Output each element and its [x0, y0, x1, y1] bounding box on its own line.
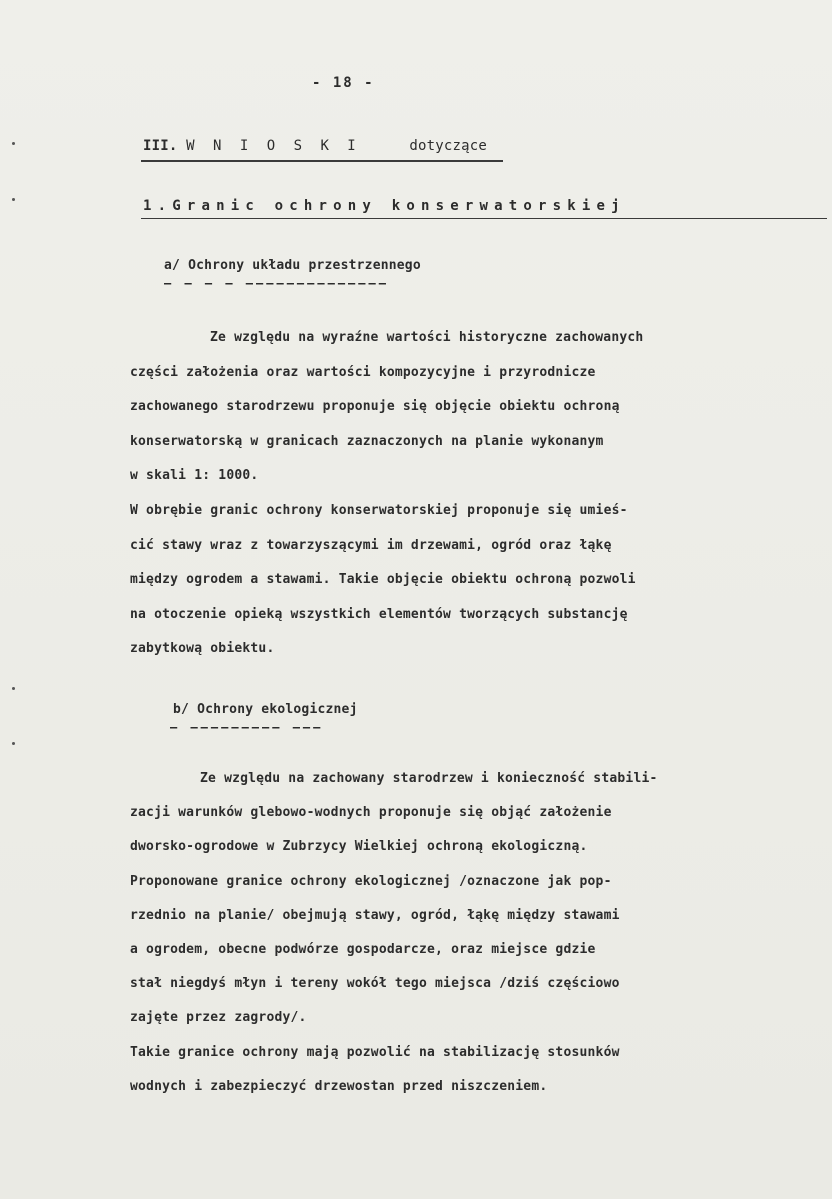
subsection-a-title: a/ Ochrony układu przestrzennego — [164, 258, 421, 273]
text-line: między ogrodem a stawami. Takie objęcie obiektu ochroną pozwoli — [130, 572, 636, 588]
section-title — [143, 138, 487, 154]
subsection-b-dash-underline: – ––––––––– ––– — [170, 720, 324, 734]
margin-mark — [12, 142, 15, 145]
text-line: zacji warunków glebowo-wodnych proponuje się objąć założenie — [130, 805, 612, 821]
subsection-b-title: b/ Ochrony ekologicznej — [173, 702, 358, 717]
text-line: na otoczenie opieką wszystkich elementów tworzących substancję — [130, 606, 628, 622]
text-line: Ze względu na zachowany starodrzew i konieczność stabili- — [200, 771, 658, 786]
margin-mark — [12, 742, 15, 745]
text-line: rzednio na planie/ obejmują stawy, ogród, łąkę między stawami — [130, 907, 620, 923]
text-line: zajęte przez zagrody/. — [130, 1010, 307, 1026]
subsection-a-dash-underline: – – – – –––––––––––––– — [164, 276, 389, 290]
section-rest: dotyczące — [409, 138, 488, 154]
text-line: zabytkową obiektu. — [130, 641, 275, 657]
section-spaced-word: W N I O S K I — [186, 138, 361, 154]
margin-mark — [12, 687, 15, 690]
text-line: konserwatorską w granicach zaznaczonych na planie wykonanym — [130, 433, 604, 449]
page-number: - 18 - — [312, 75, 375, 91]
text-line: stał niegdyś młyn i tereny wokół tego miejsca /dziś częściowo — [130, 976, 620, 992]
heading-1: 1.Granic ochrony konserwatorskiej — [143, 198, 626, 214]
text-line: W obrębie granic ochrony konserwatorskiej proponuje się umieś- — [130, 503, 628, 518]
text-line: a ogrodem, obecne podwórze gospodarcze, oraz miejsce gdzie — [130, 942, 596, 957]
text-line: dworsko-ogrodowe w Zubrzycy Wielkiej ochroną ekologiczną. — [130, 839, 588, 855]
text-line: Proponowane granice ochrony ekologicznej /oznaczone jak pop- — [130, 873, 612, 889]
text-line: Takie granice ochrony mają pozwolić na stabilizację stosunków — [130, 1044, 620, 1060]
margin-mark — [12, 198, 15, 201]
text-line: Ze względu na wyraźne wartości historyczne zachowanych — [210, 330, 644, 345]
text-line: w skali 1: 1000. — [130, 468, 259, 484]
text-line: części założenia oraz wartości kompozycyjne i przyrodnicze — [130, 364, 596, 380]
text-line: wodnych i zabezpieczyć drzewostan przed niszczeniem. — [130, 1078, 548, 1094]
section-prefix: III. — [143, 138, 178, 154]
text-line: zachowanego starodrzewu proponuje się objęcie obiektu ochroną — [130, 399, 620, 415]
text-line: cić stawy wraz z towarzyszącymi im drzewami, ogród oraz łąkę — [130, 537, 612, 553]
heading-1-underline — [141, 218, 827, 219]
section-underline — [141, 160, 503, 162]
